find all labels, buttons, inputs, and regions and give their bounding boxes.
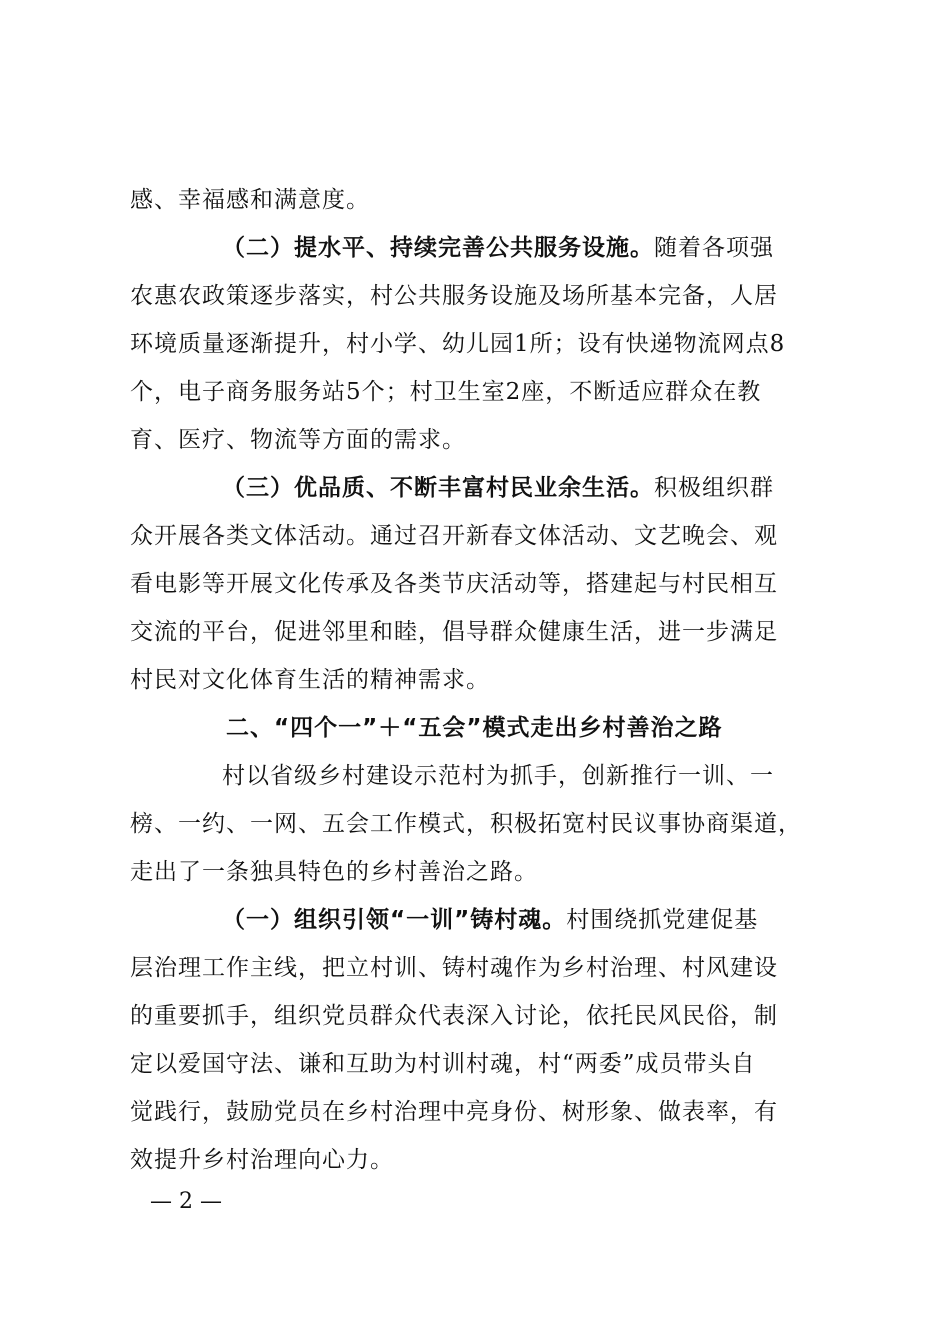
paragraph-text: 村围绕抓党建促基 [566,907,759,933]
subsection-heading: （二）提水平、持续完善公共服务设施。 [222,235,654,261]
paragraph-line: 觉践行，鼓励党员在乡村治理中亮身份、树形象、做表率，有 [130,1099,778,1125]
paragraph-line: 的重要抓手，组织党员群众代表深入讨论，依托民风民俗，制 [130,1003,778,1029]
paragraph-line: 村民对文化体育生活的精神需求。 [130,667,490,693]
paragraph-line [222,473,774,503]
section-heading: 二、“四个一”＋“五会”模式走出乡村善治之路 [226,715,723,741]
paragraph-line: 交流的平台，促进邻里和睦，倡导群众健康生活，进一步满足 [130,619,778,645]
paragraph-line: 榜、一约、一网、五会工作模式，积极拓宽村民议事协商渠道， [130,811,802,837]
paragraph-line: 看电影等开展文化传承及各类节庆活动等，搭建起与村民相互 [130,571,778,597]
paragraph-line [222,905,758,935]
paragraph-line: 感、幸福感和满意度。 [130,187,370,213]
paragraph-text: 随着各项强 [654,235,774,261]
paragraph-line: 效提升乡村治理向心力。 [130,1147,394,1173]
paragraph-line [222,233,774,263]
paragraph-line: 育、医疗、物流等方面的需求。 [130,427,466,453]
page-number: — 2 — [150,1189,222,1214]
paragraph-line: 农惠农政策逐步落实，村公共服务设施及场所基本完备，人居 [130,283,778,309]
paragraph-line: 个，电子商务服务站5个；村卫生室2座，不断适应群众在教 [130,379,762,405]
subsection-heading: （一）组织引领“一训”铸村魂。 [222,907,567,933]
paragraph-text: 积极组织群 [654,475,774,501]
subsection-heading: （三）优品质、不断丰富村民业余生活。 [222,475,654,501]
paragraph-line: 环境质量逐渐提升，村小学、幼儿园1所；设有快递物流网点8 [130,331,786,357]
paragraph-line: 村以省级乡村建设示范村为抓手，创新推行一训、一 [222,763,774,789]
paragraph-line: 层治理工作主线，把立村训、铸村魂作为乡村治理、村风建设 [130,955,778,981]
paragraph-line: 定以爱国守法、谦和互助为村训村魂，村“两委”成员带头自 [130,1051,756,1077]
paragraph-line: 众开展各类文体活动。通过召开新春文体活动、文艺晚会、观 [130,523,778,549]
paragraph-line: 走出了一条独具特色的乡村善治之路。 [130,859,538,885]
